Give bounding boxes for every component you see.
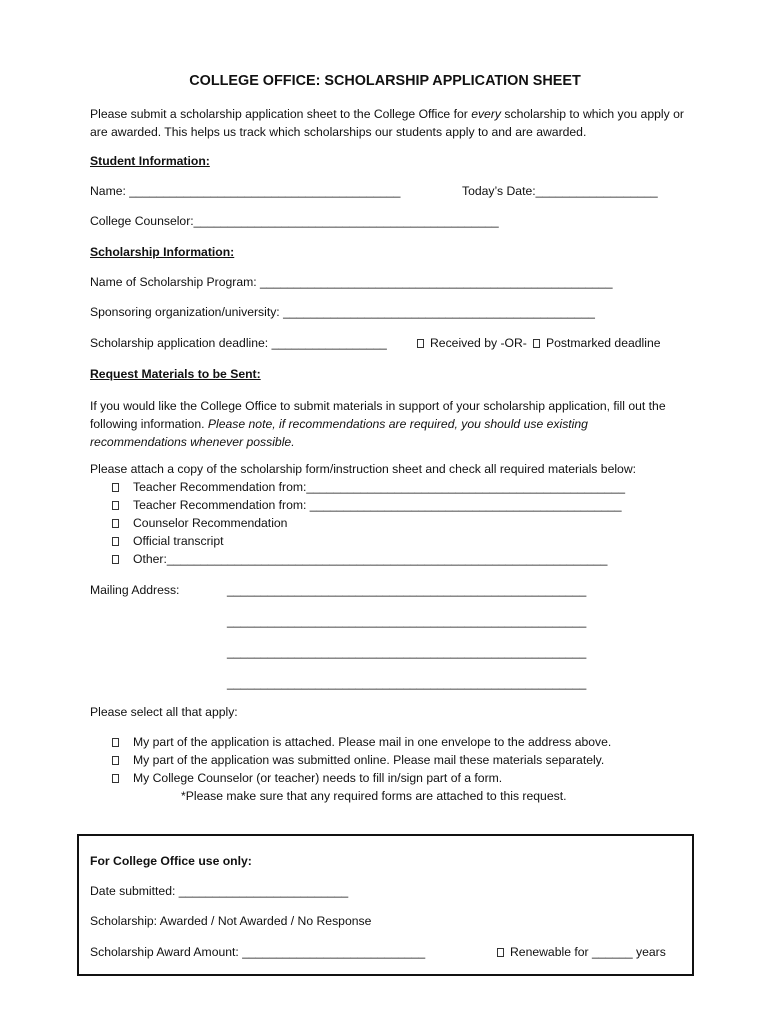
mailing-address-line[interactable]: _____________________________________________________ [227, 614, 587, 628]
page-title: COLLEGE OFFICE: SCHOLARSHIP APPLICATION SHEET [189, 73, 581, 89]
award-amount-field[interactable]: Scholarship Award Amount: ___________________________ [90, 945, 426, 959]
checkbox-icon[interactable] [112, 501, 119, 510]
renewable-option[interactable]: Renewable for ______ years [497, 945, 666, 959]
material-item[interactable]: Counselor Recommendation [112, 516, 287, 530]
checkbox-icon[interactable] [112, 537, 119, 546]
attach-instructions: Please attach a copy of the scholarship form/instruction sheet and check all required materials below: [90, 462, 637, 476]
checkbox-icon[interactable] [112, 555, 119, 564]
student-info-heading: Student Information: [90, 154, 210, 168]
material-item[interactable]: Other:_________________________________________________________________ [112, 552, 607, 566]
checkbox-icon[interactable] [112, 774, 119, 783]
select-option[interactable]: My part of the application was submitted online. Please mail these materials separately. [112, 753, 604, 767]
select-all-label: Please select all that apply: [90, 705, 238, 719]
material-item[interactable]: Teacher Recommendation from: ______________________________________________ [112, 498, 622, 512]
sponsoring-organization-field[interactable]: Sponsoring organization/university: ______________________________________________ [90, 305, 595, 319]
material-item[interactable]: Teacher Recommendation from:_______________________________________________ [112, 480, 625, 494]
date-submitted-field[interactable]: Date submitted: _________________________ [90, 884, 349, 898]
checkbox-icon[interactable] [112, 519, 119, 528]
mailing-address-label: Mailing Address: [90, 583, 180, 597]
select-option[interactable]: My College Counselor (or teacher) needs to fill in/sign part of a form. [112, 771, 502, 785]
college-counselor-field[interactable]: College Counselor:_____________________________________________ [90, 214, 499, 228]
todays-date-field[interactable]: Today’s Date:__________________ [462, 184, 658, 198]
scholarship-program-field[interactable]: Name of Scholarship Program: ____________________________________________________ [90, 275, 613, 289]
material-item[interactable]: Official transcript [112, 534, 224, 548]
checkbox-icon[interactable] [417, 339, 424, 348]
mailing-address-line[interactable]: _____________________________________________________ [227, 676, 587, 690]
checkbox-icon[interactable] [533, 339, 540, 348]
scholarship-result: Scholarship: Awarded / Not Awarded / No Response [90, 914, 372, 928]
checkbox-icon[interactable] [497, 948, 504, 957]
select-option[interactable]: My part of the application is attached. Please mail in one envelope to the address above. [112, 735, 611, 749]
intro-paragraph: Please submit a scholarship application sheet to the College Office for every scholarship to which you apply or are awarded. This helps us track which scholarships our students apply to and are awarded. [90, 107, 684, 139]
checkbox-icon[interactable] [112, 483, 119, 492]
application-deadline-field[interactable]: Scholarship application deadline: _________________ [90, 336, 387, 350]
name-field[interactable]: Name: ________________________________________ [90, 184, 401, 198]
request-materials-heading: Request Materials to be Sent: [90, 367, 261, 381]
mailing-address-line[interactable]: _____________________________________________________ [227, 645, 587, 659]
checkbox-icon[interactable] [112, 756, 119, 765]
mailing-address-line[interactable]: _____________________________________________________ [227, 583, 587, 597]
office-use-heading: For College Office use only: [90, 854, 252, 868]
checkbox-icon[interactable] [112, 738, 119, 747]
request-paragraph: If you would like the College Office to submit materials in support of your scholarship application, fill out the following information. Please note, if recommendations are required, you should use existing recommendations whenever possible. [90, 399, 666, 449]
postmarked-deadline-option[interactable]: Postmarked deadline [533, 336, 661, 350]
received-by-option[interactable]: Received by -OR- [417, 336, 527, 350]
required-forms-note: *Please make sure that any required forms are attached to this request. [181, 789, 567, 803]
scholarship-info-heading: Scholarship Information: [90, 245, 235, 259]
